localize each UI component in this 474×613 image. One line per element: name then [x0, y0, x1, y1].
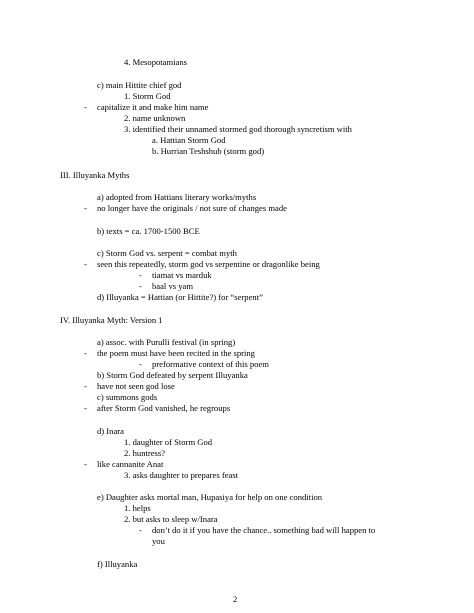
outline-item: 1. Storm God	[124, 91, 171, 101]
outline-item: 1. daughter of Storm God	[124, 437, 213, 447]
outline-item: have not seen god lose	[97, 381, 175, 391]
section-heading: IV. Illuyanka Myth: Version 1	[60, 315, 163, 325]
outline-item: don’t do it if you have the chance.. something bad will happen to	[152, 525, 376, 535]
outline-item: e) Daughter asks mortal man, Hupasiya for help on one condition	[97, 492, 323, 502]
bullet-dash: -	[139, 525, 142, 535]
outline-item: b) texts = ca. 1700-1500 BCE	[97, 226, 200, 236]
bullet-dash: -	[139, 281, 142, 291]
outline-item: d) Inara	[97, 426, 124, 436]
page-number: 2	[233, 594, 238, 604]
outline-item: 1. helps	[124, 503, 151, 513]
outline-item: f) Illuyanka	[97, 559, 138, 569]
outline-item: 2. name unknown	[124, 113, 186, 123]
bullet-dash: -	[84, 403, 87, 413]
bullet-dash: -	[139, 359, 142, 369]
outline-item: you	[152, 536, 165, 546]
outline-item: c) main Hittite chief god	[97, 80, 182, 90]
outline-item: no longer have the originals / not sure of changes made	[97, 203, 287, 213]
outline-item: a. Hattian Storm God	[152, 135, 226, 145]
bullet-dash: -	[84, 102, 87, 112]
outline-item: b) Storm God defeated by serpent Illuyanka	[97, 370, 248, 380]
outline-item: preformative context of this poem	[152, 359, 269, 369]
outline-item: 2. huntress?	[124, 448, 166, 458]
outline-item: 4. Mesopotamians	[124, 57, 188, 67]
outline-item: tiamat vs marduk	[152, 270, 212, 280]
bullet-dash: -	[84, 259, 87, 269]
section-heading: III. Illuyanka Myths	[60, 170, 130, 180]
outline-item: c) Storm God vs. serpent = combat myth	[97, 248, 237, 258]
bullet-dash: -	[84, 348, 87, 358]
bullet-dash: -	[84, 203, 87, 213]
outline-item: seen this repeatedly, storm god vs serpentine or dragonlike being	[97, 259, 320, 269]
outline-item: capitalize it and make him name	[97, 102, 209, 112]
outline-item: 3. asks daughter to prepares feast	[124, 470, 239, 480]
bullet-dash: -	[84, 459, 87, 469]
outline-item: c) summons gods	[97, 392, 158, 402]
outline-item: a) adopted from Hattians literary works/myths	[97, 192, 257, 202]
outline-item: b. Hurrian Teshshub (storm god)	[152, 146, 265, 156]
outline-item: 2. but asks to sleep w/Inara	[124, 514, 218, 524]
outline-item: the poem must have been recited in the spring	[97, 348, 255, 358]
outline-item: 3. identified their unnamed stormed god thorough syncretism with	[124, 124, 352, 134]
outline-item: like cannanite Anat	[97, 459, 164, 469]
outline-item: after Storm God vanished, he regroups	[97, 403, 231, 413]
bullet-dash: -	[139, 270, 142, 280]
outline-item: a) assoc. with Purulli festival (in spring)	[97, 337, 236, 347]
outline-item: d) Illuyanka = Hattian (or Hittite?) for “serpent”	[97, 292, 263, 302]
bullet-dash: -	[84, 381, 87, 391]
outline-item: baal vs yam	[152, 281, 194, 291]
